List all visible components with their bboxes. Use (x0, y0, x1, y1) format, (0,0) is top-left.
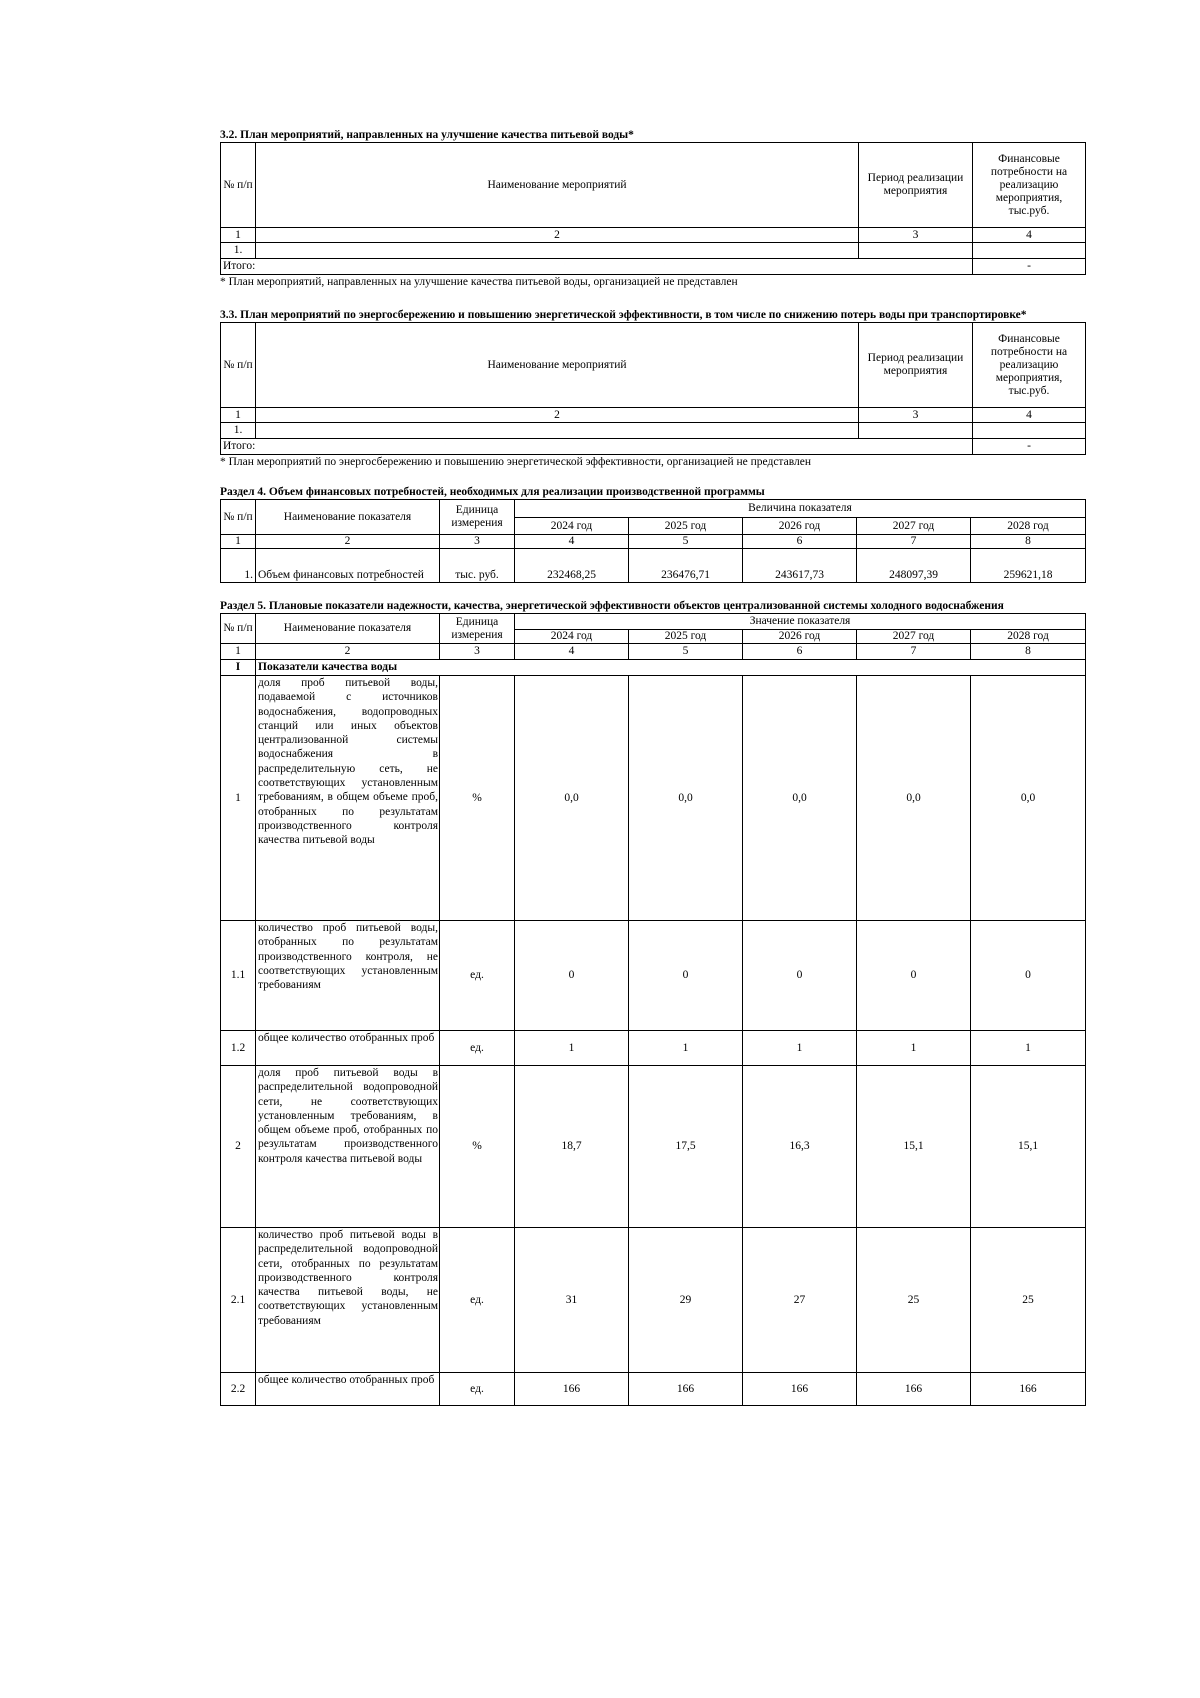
row-value: 25 (971, 1228, 1086, 1373)
table-row (221, 549, 1086, 583)
row-num: 1 (221, 676, 256, 921)
row-value: 16,3 (743, 1066, 857, 1228)
index-row (221, 408, 1086, 423)
row-value: 166 (515, 1373, 629, 1406)
total-label: Итого: (221, 259, 973, 275)
row-value: 27 (743, 1228, 857, 1373)
row-value: 0,0 (857, 676, 971, 921)
header-finance: Финансовые потребности на реализацию мероприятия, тыс.руб. (973, 143, 1086, 228)
header-num: № п/п (221, 143, 256, 228)
table-header-row (221, 143, 1086, 228)
index-cell: 2 (256, 535, 440, 549)
row-value: 0,0 (743, 676, 857, 921)
index-cell: 4 (515, 644, 629, 660)
table-row (221, 921, 1086, 1031)
row-unit: тыс. руб. (440, 549, 515, 583)
total-row (221, 439, 1086, 455)
group-name: Показатели качества воды (256, 660, 1086, 676)
table-row (221, 676, 1086, 921)
row-value: 29 (629, 1228, 743, 1373)
header-year: 2026 год (743, 630, 857, 644)
index-cell: 4 (973, 408, 1086, 423)
section-4 (220, 485, 1085, 583)
table-row (221, 1031, 1086, 1066)
row-num: 2.1 (221, 1228, 256, 1373)
header-name: Наименование мероприятий (256, 143, 859, 228)
row-value: 0 (515, 921, 629, 1031)
row-num: 1.1 (221, 921, 256, 1031)
row-unit: ед. (440, 1228, 515, 1373)
header-year: 2027 год (857, 518, 971, 535)
section-5 (220, 599, 1085, 1406)
table-row (221, 243, 1086, 259)
section-3-3-title: 3.3. План мероприятий по энергосбережению и повышению энергетической эффективности, в том числе по снижению потерь воды при транспортировке* (220, 309, 1027, 321)
header-year: 2028 год (971, 630, 1086, 644)
total-value: - (973, 439, 1086, 455)
section-3-2 (220, 128, 1085, 289)
row-name: доля проб питьевой воды, подаваемой с источников водоснабжения, водопроводных станций или иных объектов централизованной системы водоснабжения в распределительную сеть, не соответствующих установленным требованиям, в общем объеме проб, отобранных по результатам производственного контроля качества питьевой воды (256, 676, 440, 921)
header-year: 2028 год (971, 518, 1086, 535)
section-3-3-footnote: * План мероприятий по энергосбережению и повышению энергетической эффективности, организацией не представлен (220, 456, 811, 468)
row-value: 1 (515, 1031, 629, 1066)
row-value: 259621,18 (971, 549, 1086, 583)
section-5-title: Раздел 5. Плановые показатели надежности, качества, энергетической эффективности объектов централизованной системы холодного водоснабжения (220, 600, 1004, 612)
row-name: Объем финансовых потребностей (256, 549, 440, 583)
group-row (221, 660, 1086, 676)
section-3-2-title: 3.2. План мероприятий, направленных на улучшение качества питьевой воды* (220, 129, 634, 141)
row-name: количество проб питьевой воды, отобранных по результатам производственного контроля, не соответствующих установленным требованиям (256, 921, 440, 1031)
row-name: общее количество отобранных проб (256, 1373, 440, 1406)
index-cell: 6 (743, 644, 857, 660)
row-value: 1 (743, 1031, 857, 1066)
header-year: 2027 год (857, 630, 971, 644)
row-value: 166 (857, 1373, 971, 1406)
header-year: 2024 год (515, 630, 629, 644)
total-value: - (973, 259, 1086, 275)
header-period: Период реализации мероприятия (859, 323, 973, 408)
index-cell: 2 (256, 644, 440, 660)
index-row (221, 228, 1086, 243)
index-cell: 7 (857, 535, 971, 549)
index-cell: 8 (971, 644, 1086, 660)
row-value: 248097,39 (857, 549, 971, 583)
index-cell: 3 (440, 535, 515, 549)
header-value: Величина показателя (515, 500, 1086, 518)
table-header-row (221, 500, 1086, 518)
section-3-3 (220, 308, 1085, 469)
row-num: 1. (221, 423, 256, 439)
index-cell: 6 (743, 535, 857, 549)
row-value: 0,0 (629, 676, 743, 921)
total-row (221, 259, 1086, 275)
row-name: количество проб питьевой воды в распределительной водопроводной сети, отобранных по результатам производственного контроля качества питьевой воды, не соответствующих установленным требованиям (256, 1228, 440, 1373)
row-unit: ед. (440, 921, 515, 1031)
section-4-title: Раздел 4. Объем финансовых потребностей, необходимых для реализации производственной программы (220, 486, 765, 498)
row-value: 166 (971, 1373, 1086, 1406)
row-value: 18,7 (515, 1066, 629, 1228)
row-unit: % (440, 1066, 515, 1228)
row-value: 166 (629, 1373, 743, 1406)
total-label: Итого: (221, 439, 973, 455)
index-cell: 4 (973, 228, 1086, 243)
index-cell: 8 (971, 535, 1086, 549)
index-cell: 2 (256, 228, 859, 243)
row-unit: ед. (440, 1031, 515, 1066)
row-value: 243617,73 (743, 549, 857, 583)
section-3-2-table (220, 142, 1086, 275)
document-page (220, 128, 1085, 1406)
header-name: Наименование показателя (256, 614, 440, 644)
row-value: 17,5 (629, 1066, 743, 1228)
header-name: Наименование мероприятий (256, 323, 859, 408)
index-cell: 2 (256, 408, 859, 423)
index-cell: 3 (859, 408, 973, 423)
index-cell: 5 (629, 644, 743, 660)
index-cell: 1 (221, 408, 256, 423)
header-unit: Единица измерения (440, 500, 515, 535)
row-num: 2 (221, 1066, 256, 1228)
row-num: 1. (221, 549, 256, 583)
group-num: I (221, 660, 256, 676)
row-value: 0 (629, 921, 743, 1031)
section-5-table (220, 613, 1086, 1406)
header-year: 2024 год (515, 518, 629, 535)
row-value: 0 (743, 921, 857, 1031)
row-value: 25 (857, 1228, 971, 1373)
row-num: 1. (221, 243, 256, 259)
row-value: 0,0 (515, 676, 629, 921)
section-4-table (220, 499, 1086, 583)
row-value: 31 (515, 1228, 629, 1373)
table-row (221, 1228, 1086, 1373)
header-finance: Финансовые потребности на реализацию мероприятия, тыс.руб. (973, 323, 1086, 408)
header-year: 2025 год (629, 630, 743, 644)
table-header-row (221, 323, 1086, 408)
header-num: № п/п (221, 323, 256, 408)
index-cell: 5 (629, 535, 743, 549)
header-period: Период реализации мероприятия (859, 143, 973, 228)
header-year: 2025 год (629, 518, 743, 535)
row-value: 0,0 (971, 676, 1086, 921)
section-3-2-footnote: * План мероприятий, направленных на улучшение качества питьевой воды, организацией не представлен (220, 276, 738, 288)
row-value: 1 (857, 1031, 971, 1066)
index-cell: 7 (857, 644, 971, 660)
index-row (221, 644, 1086, 660)
row-value: 0 (857, 921, 971, 1031)
header-num: № п/п (221, 500, 256, 535)
header-name: Наименование показателя (256, 500, 440, 535)
header-year: 2026 год (743, 518, 857, 535)
index-cell: 1 (221, 228, 256, 243)
index-cell: 1 (221, 535, 256, 549)
index-cell: 4 (515, 535, 629, 549)
table-row (221, 1373, 1086, 1406)
row-value: 1 (629, 1031, 743, 1066)
section-3-3-table (220, 322, 1086, 455)
table-header-row (221, 614, 1086, 630)
row-value: 15,1 (971, 1066, 1086, 1228)
index-cell: 3 (440, 644, 515, 660)
header-value: Значение показателя (515, 614, 1086, 630)
index-cell: 1 (221, 644, 256, 660)
row-name: общее количество отобранных проб (256, 1031, 440, 1066)
header-num: № п/п (221, 614, 256, 644)
table-row (221, 1066, 1086, 1228)
row-value: 232468,25 (515, 549, 629, 583)
index-row (221, 535, 1086, 549)
table-row (221, 423, 1086, 439)
row-num: 1.2 (221, 1031, 256, 1066)
row-unit: % (440, 676, 515, 921)
row-value: 236476,71 (629, 549, 743, 583)
index-cell: 3 (859, 228, 973, 243)
row-unit: ед. (440, 1373, 515, 1406)
row-value: 1 (971, 1031, 1086, 1066)
row-value: 15,1 (857, 1066, 971, 1228)
row-value: 166 (743, 1373, 857, 1406)
row-num: 2.2 (221, 1373, 256, 1406)
row-value: 0 (971, 921, 1086, 1031)
row-name: доля проб питьевой воды в распределительной водопроводной сети, не соответствующих установленным требованиям, в общем объеме проб, отобранных по результатам производственного контроля качества питьевой воды (256, 1066, 440, 1228)
header-unit: Единица измерения (440, 614, 515, 644)
